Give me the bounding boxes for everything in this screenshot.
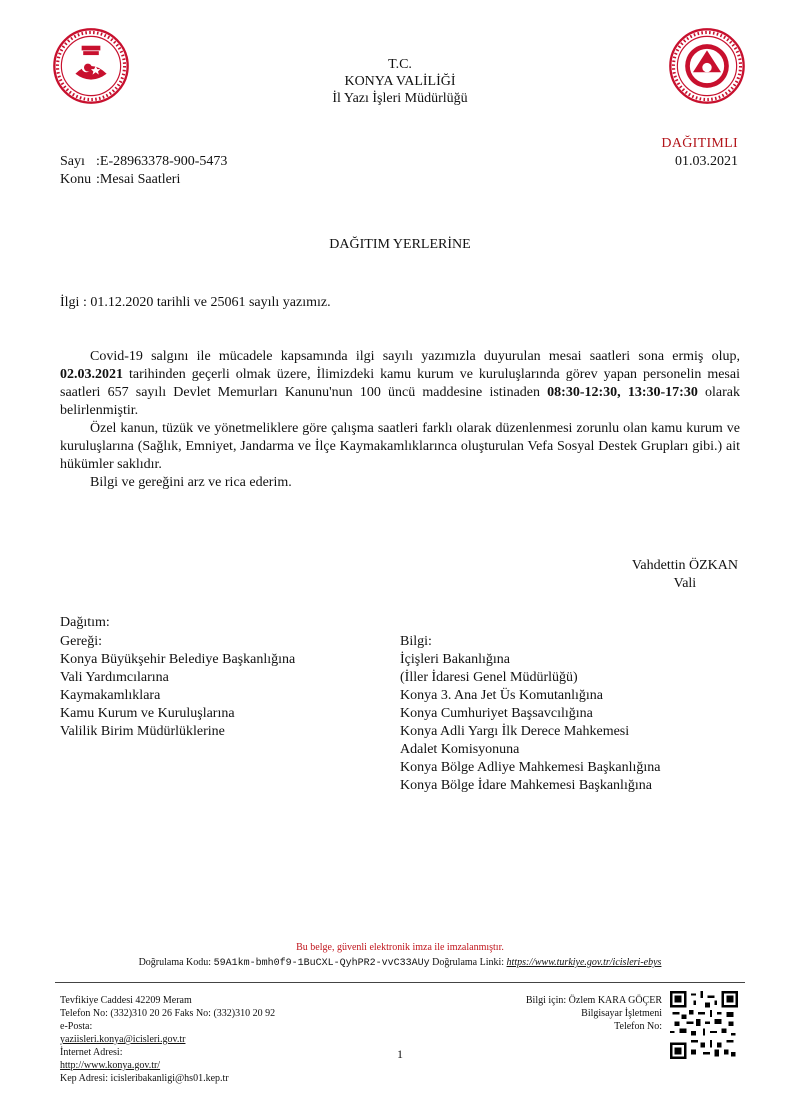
letterhead bbox=[0, 56, 800, 107]
list-item: Kaymakamlıklara bbox=[60, 688, 161, 703]
addressee: DAĞITIM YERLERİNE bbox=[329, 237, 471, 252]
list-item: Konya Adli Yargı İlk Derece Mahkemesi bbox=[400, 724, 630, 739]
esign-notice: Bu belge, güvenli elektronik imza ile imzalanmıştır. bbox=[296, 942, 504, 953]
contact-role: Bilgisayar İşletmeni bbox=[581, 1008, 662, 1019]
paragraph-1: Covid-19 salgını ile mücadele kapsamında ilgi sayılı yazımızla duyurulan mesai saatleri sona ermiş olup, 02.03.2021 tarihinden geçerli olmak üzere, İlimizdeki kamu kurum ve kuruluşlarında görev yapan personelin mesai saatleri 657 sayılı Devlet Memurları Kanunu'nun 100 üncü maddesine istinaden 08:30-12:30, 13:30-17:30 olarak belirlenmiştir. bbox=[60, 349, 740, 418]
sayi-value: :E-28963378-900-5473 bbox=[96, 154, 228, 169]
verification-link[interactable]: https://www.turkiye.gov.tr/icisleri-ebys bbox=[506, 957, 662, 968]
website-link[interactable]: http://www.konya.gov.tr/ bbox=[60, 1060, 161, 1071]
signature-block bbox=[632, 557, 738, 593]
verification-code: 59A1km-bmh0f9-1BuCXL-QyhPR2-vvC33AUy bbox=[213, 958, 430, 969]
distribution-title: Dağıtım: bbox=[60, 615, 110, 630]
bilgi-label: Bilgi: bbox=[400, 634, 432, 649]
list-item: Konya Bölge Adliye Mahkemesi Başkanlığına bbox=[400, 760, 661, 775]
signer-name: Vahdettin ÖZKAN bbox=[631, 558, 738, 573]
effective-date: 02.03.2021 bbox=[60, 367, 123, 382]
konu-label: Konu bbox=[60, 172, 92, 187]
footer-address: Tevfikiye Caddesi 42209 Meram bbox=[60, 995, 192, 1006]
list-item: Konya Cumhuriyet Başsavcılığına bbox=[400, 706, 593, 721]
verification-link-label: Doğrulama Linki: bbox=[432, 957, 505, 968]
distribution-bilgi bbox=[400, 633, 661, 795]
working-hours: 08:30-12:30, 13:30-17:30 bbox=[547, 385, 698, 400]
footer-info bbox=[526, 994, 662, 1033]
reference-line: İlgi : 01.12.2020 tarihli ve 25061 sayılı yazımız. bbox=[60, 295, 331, 310]
list-item: Vali Yardımcılarına bbox=[60, 670, 169, 685]
paragraph-2: Özel kanun, tüzük ve yönetmeliklere göre çalışma saatleri farklı olarak düzenlenmesi zorunlu olan kamu kurum ve kuruluşlarına (Sağlık, Emniyet, Jandarma ve İlçe Kaymakamlıklarınca oluşturulan Vefa Sosyal Destek Grupları gibi.) ait hükümler saklıdır. bbox=[60, 421, 740, 472]
distribution-gerегi bbox=[60, 633, 295, 741]
footer-contact bbox=[60, 994, 275, 1085]
list-item: Kamu Kurum ve Kuruluşlarına bbox=[60, 706, 235, 721]
list-item: Konya Büyükşehir Belediye Başkanlığına bbox=[60, 652, 296, 667]
footer-divider bbox=[55, 982, 745, 983]
document-date: 01.03.2021 bbox=[675, 154, 738, 169]
signer-title: Vali bbox=[673, 576, 697, 591]
page-number: 1 bbox=[397, 1047, 403, 1061]
department-name: İl Yazı İşleri Müdürlüğü bbox=[332, 91, 468, 106]
list-item: Valilik Birim Müdürlüklerine bbox=[60, 724, 225, 739]
distribution-tag: DAĞITIMLI bbox=[661, 136, 738, 151]
gerегi-label: Gereği: bbox=[60, 634, 102, 649]
office-name: KONYA VALİLİĞİ bbox=[344, 74, 456, 89]
contact-person: Bilgi için: Özlem KARA GÖÇER bbox=[525, 995, 662, 1006]
list-item: Konya Bölge İdare Mahkemesi Başkanlığına bbox=[400, 778, 652, 793]
sayi-label: Sayı bbox=[60, 154, 85, 169]
email-link[interactable]: yaziisleri.konya@icisleri.gov.tr bbox=[60, 1034, 186, 1045]
footer-phone: Telefon No: (332)310 20 26 Faks No: (332)310 20 92 bbox=[60, 1008, 276, 1019]
contact-phone: Telefon No: bbox=[614, 1021, 662, 1032]
country-name: T.C. bbox=[388, 57, 412, 72]
subject bbox=[60, 172, 180, 188]
list-item: (İller İdaresi Genel Müdürlüğü) bbox=[400, 670, 578, 685]
footer-email-web: e-Posta: yaziisleri.konya@icisleri.gov.tr İnternet Adresi: http://www.konya.gov.tr/ bbox=[60, 1021, 186, 1071]
letter-body bbox=[60, 348, 740, 492]
verification-line bbox=[0, 957, 800, 969]
reference-number bbox=[60, 154, 227, 170]
list-item: Adalet Komisyonuna bbox=[400, 742, 520, 757]
footer-kep: Kep Adresi: icisleribakanligi@hs01.kep.tr bbox=[60, 1073, 229, 1084]
konu-value: :Mesai Saatleri bbox=[96, 172, 181, 187]
verification-code-label: Doğrulama Kodu: bbox=[138, 957, 212, 968]
list-item: İçişleri Bakanlığına bbox=[400, 652, 511, 667]
list-item: Konya 3. Ana Jet Üs Komutanlığına bbox=[400, 688, 603, 703]
paragraph-3: Bilgi ve gereğini arz ve rica ederim. bbox=[90, 475, 292, 490]
